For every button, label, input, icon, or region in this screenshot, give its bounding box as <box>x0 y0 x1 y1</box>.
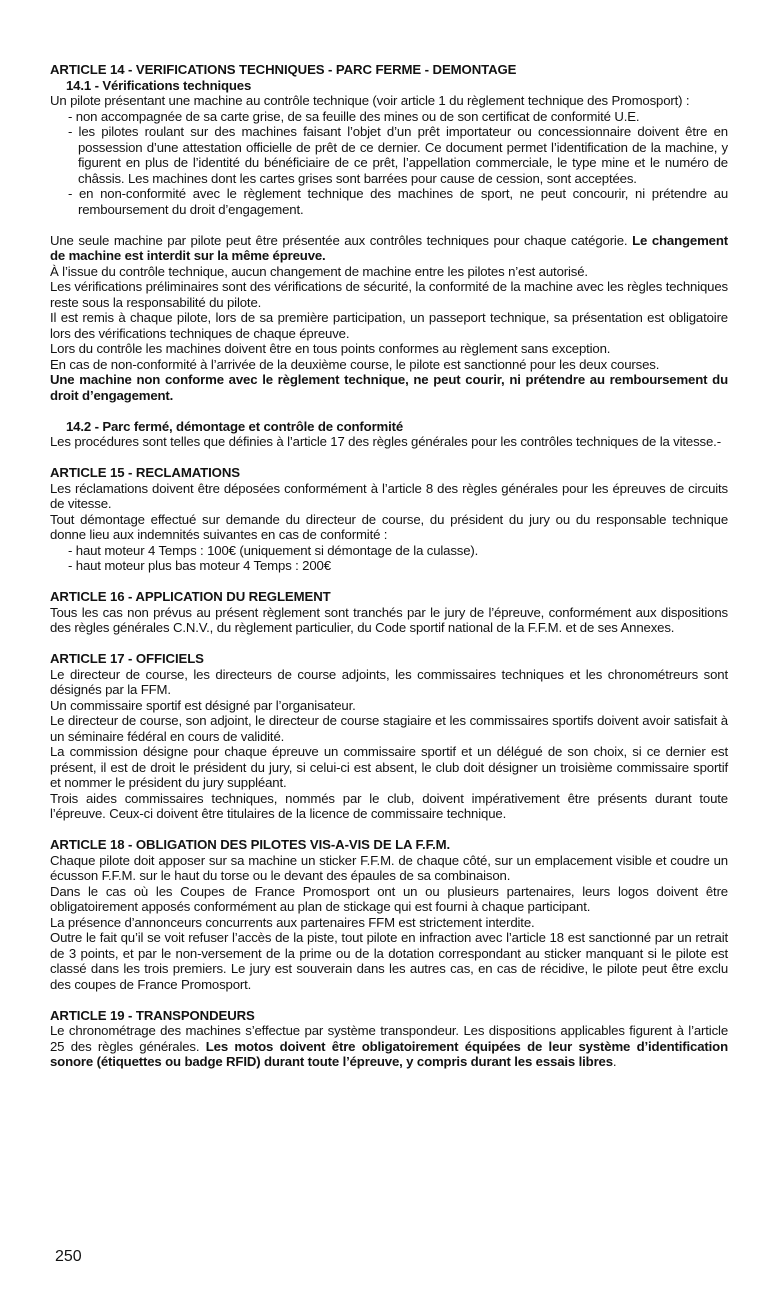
bold-text-run: ARTICLE 15 - RECLAMATIONS <box>50 465 240 480</box>
article-14 <box>50 62 728 450</box>
paragraph <box>50 713 728 744</box>
paragraph <box>50 310 728 341</box>
bold-text-run: ARTICLE 19 - TRANSPONDEURS <box>50 1007 255 1023</box>
text-run: Dans le cas où les Coupes de France Promosport ont un ou plusieurs partenaires, leurs logos doivent être obligatoirement apposés conformément au plan de stickage qui est fourni à chaque participant. <box>50 883 728 914</box>
paragraph <box>50 481 728 512</box>
article-heading <box>50 465 728 481</box>
paragraph <box>50 791 728 822</box>
list-item <box>50 124 728 186</box>
text-run: Il est remis à chaque pilote, lors de sa première participation, un passeport technique, sa présentation est obligatoire lors des vérifications techniques de chaque épreuve. <box>50 310 728 341</box>
paragraph <box>50 605 728 636</box>
text-run: . <box>612 1054 617 1069</box>
paragraph <box>50 853 728 884</box>
text-run: Les vérifications préliminaires sont des vérifications de sécurité, la conformité de la machine avec les règles techniques reste sous la responsabilité du pilote. <box>50 279 728 310</box>
text-run: La présence d’annonceurs concurrents aux partenaires FFM est strictement interdite. <box>50 914 535 930</box>
subsection-heading <box>50 78 728 94</box>
text-run: Un pilote présentant une machine au contrôle technique (voir article 1 du règlement technique des Promosport) : <box>50 93 690 108</box>
list-item <box>50 186 728 217</box>
article-heading <box>50 651 728 667</box>
paragraph <box>50 93 728 109</box>
paragraph <box>50 698 728 714</box>
text-run: Trois aides commissaires techniques, nommés par le club, doivent impérativement être présents durant toute l’épreuve. Ceux-ci doivent être titulaires de la licence de commissaire technique. <box>50 790 728 821</box>
text-run: Outre le fait qu’il se voit refuser l’accès de la piste, tout pilote en infraction avec l’article 18 est sanctionné par un retrait de 3 points, et par le non-versement de la prime ou de la dotation correspondant au sticker manquant si le pilote est classé dans les trois premiers. Le jury est souverain dans les autres cas, en cas de récidive, le pilote peut être exclu des coupes de France Promosport. <box>50 930 728 992</box>
text-run: Le chronométrage des machines s’effectue par système transpondeur. Les dispositions applicables figurent à l’article 25 des règles générales. <box>50 1023 728 1054</box>
page-number: 250 <box>55 1248 82 1265</box>
bold-text-run: 14.1 - Vérifications techniques <box>66 77 252 93</box>
text-run: En cas de non-conformité à l’arrivée de la deuxième course, le pilote est sanctionné pour les deux courses. <box>50 356 660 372</box>
text-run: - haut moteur plus bas moteur 4 Temps : 200€ <box>68 558 331 573</box>
paragraph <box>50 233 728 264</box>
text-run: - haut moteur 4 Temps : 100€ (uniquement si démontage de la culasse). <box>68 542 479 558</box>
article-15 <box>50 465 728 574</box>
text-run: Le directeur de course, les directeurs de course adjoints, les commissaires techniques et les chronométreurs sont désignés par la FFM. <box>50 666 728 697</box>
document-content <box>50 62 728 1070</box>
bold-text-run: 14.2 - Parc fermé, démontage et contrôle de conformité <box>66 418 404 434</box>
text-run: Tout démontage effectué sur demande du directeur de course, du président du jury ou du responsable technique donne lieu aux indemnités suivantes en cas de conformité : <box>50 511 728 542</box>
list-item <box>50 543 728 559</box>
text-run: - en non-conformité avec le règlement technique des machines de sport, ne peut concourir, ni prétendre au remboursement du droit d’engagement. <box>68 186 728 217</box>
list-item <box>50 109 728 125</box>
text-run: - les pilotes roulant sur des machines faisant l’objet d’un prêt importateur ou concessionnaire doivent être en possession d’une attestation officielle de prêt de ce dernier. Ce document permet l’identification de la machine, y figurent en plus de l’identité du bénéficiaire de ce prêt, l’appellation commerciale, le type mine et le numéro de châssis. Les machines dont les cartes grises sont barrées pour cause de cession, sont acceptées. <box>68 124 728 186</box>
paragraph <box>50 341 728 357</box>
paragraph <box>50 372 728 403</box>
article-19 <box>50 1008 728 1070</box>
article-18 <box>50 837 728 992</box>
paragraph <box>50 264 728 280</box>
article-heading <box>50 837 728 853</box>
text-run: Les réclamations doivent être déposées conformément à l’article 8 des règles générales pour les épreuves de circuits de vitesse. <box>50 480 728 511</box>
bold-text-run: ARTICLE 14 - VERIFICATIONS TECHNIQUES - PARC FERME - DEMONTAGE <box>50 62 517 77</box>
list-item <box>50 558 728 574</box>
article-16 <box>50 589 728 636</box>
text-run: Un commissaire sportif est désigné par l’organisateur. <box>50 697 356 713</box>
paragraph <box>50 667 728 698</box>
paragraph <box>50 512 728 543</box>
paragraph <box>50 357 728 373</box>
article-heading <box>50 62 728 78</box>
article-17 <box>50 651 728 822</box>
text-run: Lors du contrôle les machines doivent être en tous points conformes au règlement sans exception. <box>50 341 611 356</box>
paragraph <box>50 744 728 791</box>
bold-text-run: ARTICLE 18 - OBLIGATION DES PILOTES VIS-A-VIS DE LA F.F.M. <box>50 837 451 852</box>
paragraph <box>50 930 728 992</box>
bold-text-run: Les motos doivent être obligatoirement équipées de leur système d’identification sonore (étiquettes ou badge RFID) durant toute l’épreuve, y compris durant les essais libres <box>50 1038 728 1069</box>
article-heading <box>50 589 728 605</box>
bold-text-run: ARTICLE 16 - APPLICATION DU REGLEMENT <box>50 589 331 604</box>
text-run: À l’issue du contrôle technique, aucun changement de machine entre les pilotes n’est autorisé. <box>50 263 588 279</box>
paragraph <box>50 1023 728 1070</box>
text-run: Une seule machine par pilote peut être présentée aux contrôles techniques pour chaque catégorie. <box>50 232 633 248</box>
paragraph <box>50 279 728 310</box>
paragraph <box>50 915 728 931</box>
text-run: Tous les cas non prévus au présent règlement sont tranchés par le jury de l’épreuve, conformément aux dispositions des règles générales C.N.V., du règlement particulier, du Code sportif national de la F.F.M. et de ses Annexes. <box>50 604 728 635</box>
article-heading <box>50 1008 728 1024</box>
paragraph <box>50 434 728 450</box>
bold-text-run: Le changement de machine est interdit sur la même épreuve. <box>50 232 729 263</box>
bold-text-run: Une machine non conforme avec le règlement technique, ne peut courir, ni prétendre au remboursement du droit d’engagement. <box>50 372 728 403</box>
paragraph <box>50 884 728 915</box>
text-run: Les procédures sont telles que définies à l’article 17 des règles générales pour les contrôles techniques de la vitesse.- <box>50 434 721 449</box>
bold-text-run: ARTICLE 17 - OFFICIELS <box>50 651 204 666</box>
text-run: La commission désigne pour chaque épreuve un commissaire sportif et un délégué de son choix, si ce dernier est présent, il est de droit le président du jury, si celui-ci est absent, le club doit désigner un troisième commissaire sportif et nommer le président du jury suppléant. <box>50 744 728 790</box>
text-run: Chaque pilote doit apposer sur sa machine un sticker F.F.M. de chaque côté, sur un emplacement visible et coudre un écusson F.F.M. sur le haut du torse ou le devant des épaules de sa combinaison. <box>50 852 728 883</box>
subsection-heading <box>50 419 728 435</box>
text-run: Le directeur de course, son adjoint, le directeur de course stagiaire et les commissaires sportifs doivent avoir satisfait à un séminaire fédéral en cours de validité. <box>50 713 728 744</box>
text-run: - non accompagnée de sa carte grise, de sa feuille des mines ou de son certificat de conformité U.E. <box>68 108 640 124</box>
